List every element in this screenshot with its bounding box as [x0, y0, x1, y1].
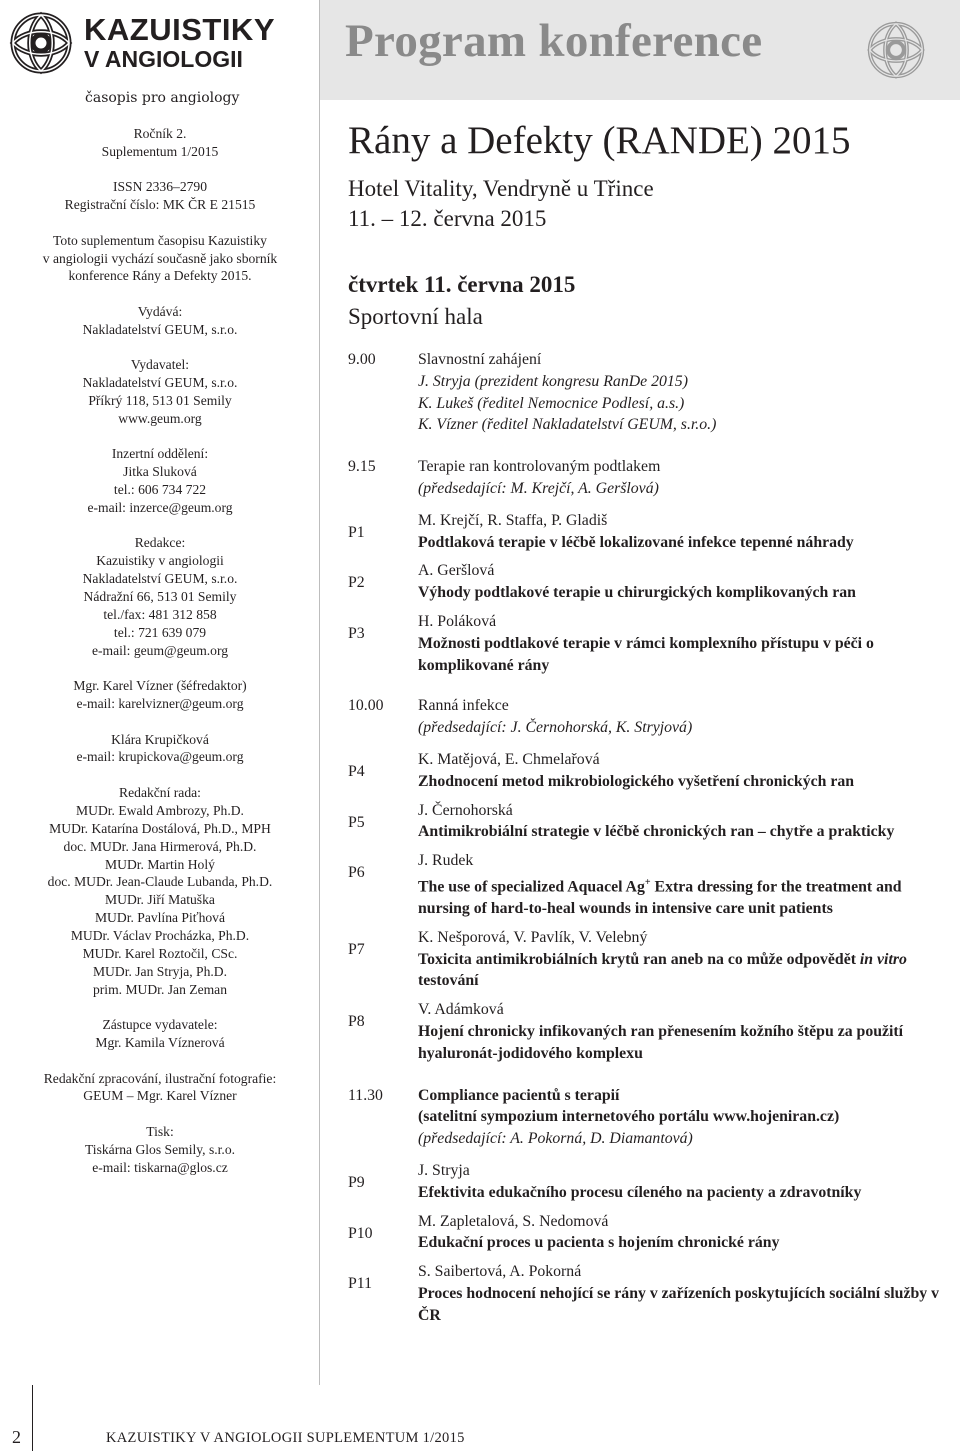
website-link[interactable]: www.geum.org [118, 410, 202, 426]
email-link[interactable]: e-mail: geum@geum.org [91, 642, 229, 658]
board-member: MUDr. Katarína Dostálová, Ph.D., MPH [49, 820, 271, 836]
paper-title: Možnosti podtlakové terapie v rámci komplexního přístupu v péči o komplikované rány [418, 634, 874, 674]
imprint-line: v angiologii vychází současně jako sborník [42, 250, 278, 266]
imprint-line: Mgr. Kamila Víznerová [95, 1035, 225, 1051]
journal-logo [6, 8, 306, 78]
board-member: MUDr. Václav Procházka, Ph.D. [70, 928, 250, 944]
imprint-ids [0, 178, 320, 214]
board-member: MUDr. Karel Roztočil, CSc. [82, 946, 238, 962]
paper-authors: J. Stryja [418, 1161, 470, 1179]
paper-p6 [348, 850, 948, 920]
session-compliance [348, 1085, 948, 1150]
paper-title-emphasis: in vitro [859, 950, 907, 968]
imprint-line: Kazuistiky v angiologii [96, 553, 224, 569]
session-chair: (předsedající: A. Pokorná, D. Diamantová) [418, 1130, 693, 1148]
imprint-line: Mgr. Karel Vízner (šéfredaktor) [73, 678, 247, 694]
board-member: MUDr. Martin Holý [105, 856, 215, 872]
imprint-editorial [0, 534, 320, 659]
paper-p3 [348, 611, 948, 676]
paper-code: P10 [348, 1224, 373, 1242]
email-link[interactable]: e-mail: tiskarna@glos.cz [92, 1159, 228, 1175]
paper-authors: J. Rudek [418, 852, 474, 870]
email-link[interactable]: e-mail: krupickova@geum.org [76, 749, 244, 765]
imprint-line: Redakce: [134, 535, 186, 551]
session-title: Compliance pacientů s terapií [418, 1086, 620, 1104]
imprint-assistant [0, 731, 320, 767]
celtic-knot-icon [6, 8, 76, 78]
paper-title-superscript: + [644, 876, 651, 888]
imprint-line: Suplementum 1/2015 [101, 143, 219, 159]
paper-title-part: The use of specialized Aquacel Ag [418, 878, 645, 896]
imprint-line: Toto suplementum časopisu Kazuistiky [53, 232, 267, 248]
board-member: MUDr. Jan Stryja, Ph.D. [92, 963, 228, 979]
paper-p10 [348, 1211, 948, 1255]
board-member: MUDr. Pavlína Piťhová [94, 910, 226, 926]
board-member: doc. MUDr. Jean-Claude Lubanda, Ph.D. [47, 874, 273, 890]
imprint-board [0, 784, 320, 999]
journal-title-line1: KAZUISTIKY [84, 12, 275, 47]
paper-title: Antimikrobiální strategie v léčbě chronických ran – chytře a prakticky [418, 823, 895, 841]
paper-code: P6 [348, 864, 365, 882]
session-time: 10.00 [348, 697, 384, 715]
conference-dates: 11. – 12. června 2015 [348, 206, 547, 231]
program-day: čtvrtek 11. června 2015 [348, 272, 576, 297]
session-opening [348, 349, 948, 436]
paper-code: P7 [348, 940, 365, 958]
session-time: 9.00 [348, 351, 376, 368]
paper-p9 [348, 1160, 948, 1204]
celtic-knot-icon [862, 16, 930, 84]
paper-authors: A. Geršlová [418, 562, 495, 580]
conference-venue: Hotel Vitality, Vendryně u Třince [348, 176, 654, 201]
board-member: prim. MUDr. Jan Zeman [92, 981, 228, 997]
footer-text: KAZUISTIKY V ANGIOLOGII SUPLEMENTUM 1/2015 [106, 1430, 465, 1446]
paper-p2 [348, 560, 948, 604]
paper-title [418, 872, 948, 920]
board-member: MUDr. Ewald Ambrozy, Ph.D. [76, 802, 244, 818]
paper-title-part: Toxicita antimikrobiálních krytů ran aneb na co může odpovědět [418, 950, 860, 968]
imprint [0, 125, 320, 1194]
session-chair: (předsedající: M. Krejčí, A. Geršlová) [418, 479, 659, 497]
program-schedule [348, 349, 948, 1327]
paper-p7 [348, 927, 948, 992]
paper-title: Proces hodnocení nehojící se rány v zařízeních poskytujících sociální služby v ČR [418, 1284, 940, 1324]
paper-code: P4 [348, 762, 365, 780]
email-link[interactable]: e-mail: inzerce@geum.org [87, 500, 233, 515]
paper-title: Edukační proces u pacienta s hojením chronické rány [418, 1234, 780, 1252]
paper-title-part: Extra dressing for the treatment and nursing of hard-to-heal wounds in intensive care unit patients [418, 878, 902, 917]
conference-header [348, 118, 851, 234]
paper-authors: M. Krejčí, R. Staffa, P. Gladiš [418, 511, 608, 529]
paper-code: P5 [348, 813, 365, 831]
board-member: doc. MUDr. Jana Hirmerová, Ph.D. [63, 838, 257, 854]
paper-title: Efektivita edukačního procesu cíleného na pacienty a zdravotníky [418, 1183, 862, 1201]
session-npwt [348, 456, 948, 500]
imprint-deputy [0, 1016, 320, 1052]
email-link[interactable]: e-mail: karelvizner@geum.org [76, 696, 244, 712]
footer-divider [32, 1385, 33, 1451]
session-speaker: J. Stryja (prezident kongresu RanDe 2015) [418, 372, 688, 390]
imprint-line: Redakční rada: [119, 784, 201, 800]
paper-authors: H. Poláková [418, 612, 497, 630]
page-number: 2 [12, 1427, 21, 1447]
imprint-line: tel.: 721 639 079 [113, 624, 207, 640]
session-title: Ranná infekce [418, 697, 509, 715]
session-chair: (předsedající: J. Černohorská, K. Stryjová) [418, 719, 693, 737]
paper-code: P3 [348, 624, 365, 642]
imprint-line: Ročník 2. [133, 126, 187, 141]
journal-title-line2: V ANGIOLOGII [84, 46, 243, 72]
imprint-print [0, 1123, 320, 1177]
program-hall: Sportovní hala [348, 304, 483, 329]
imprint-line: Nakladatelství GEUM, s.r.o. [82, 375, 238, 391]
paper-authors: S. Saibertová, A. Pokorná [418, 1263, 582, 1281]
session-title: Slavnostní zahájení [418, 351, 542, 368]
paper-code: P11 [348, 1275, 372, 1293]
paper-title-part: testování [418, 972, 479, 990]
imprint-line: Tiskárna Glos Semily, s.r.o. [84, 1141, 236, 1157]
imprint-line: Registrační číslo: MK ČR E 21515 [64, 197, 256, 213]
paper-authors: M. Zapletalová, S. Nedomová [418, 1212, 609, 1230]
imprint-line: Jitka Sluková [123, 464, 197, 480]
imprint-line: GEUM – Mgr. Karel Vízner [83, 1088, 237, 1104]
imprint-line: Tisk: [146, 1123, 174, 1139]
paper-p11 [348, 1261, 948, 1326]
session-speaker: K. Vízner (ředitel Nakladatelství GEUM, s.r.o.) [418, 416, 717, 434]
imprint-line: Nádražní 66, 513 01 Semily [83, 589, 237, 605]
session-subtitle: (satelitní sympozium internetového portálu www.hojeniran.cz) [418, 1108, 840, 1126]
imprint-note [0, 232, 320, 286]
session-time: 9.15 [348, 458, 376, 476]
session-time: 11.30 [348, 1086, 383, 1104]
paper-code: P2 [348, 574, 365, 592]
paper-title: Výhody podtlakové terapie u chirurgických komplikovaných ran [418, 584, 856, 602]
board-member: MUDr. Jiří Matuška [105, 892, 215, 908]
paper-title: Podtlaková terapie v léčbě lokalizované infekce tepenné náhrady [418, 533, 854, 551]
imprint-line: tel./fax: 481 312 858 [103, 607, 217, 623]
imprint-line: Klára Krupičková [111, 731, 209, 747]
paper-authors: K. Nešporová, V. Pavlík, V. Velebný [418, 928, 648, 946]
imprint-line: Příkrý 118, 513 01 Semily [88, 392, 232, 408]
paper-p5 [348, 800, 948, 844]
session-title: Terapie ran kontrolovaným podtlakem [418, 458, 661, 476]
imprint-line: Inzertní oddělení: [111, 446, 209, 462]
paper-p4 [348, 749, 948, 793]
imprint-chief-editor [0, 677, 320, 713]
program-banner [320, 0, 960, 100]
imprint-column [0, 0, 320, 1385]
imprint-line: Zástupce vydavatele: [102, 1017, 218, 1033]
imprint-line: Nakladatelství GEUM, s.r.o. [82, 571, 238, 587]
imprint-line: Vydává: [137, 303, 183, 319]
imprint-processing [0, 1070, 320, 1106]
imprint-publisher [0, 303, 320, 339]
session-speaker: K. Lukeš (ředitel Nemocnice Podlesí, a.s.) [418, 394, 685, 412]
paper-title: Zhodnocení metod mikrobiologického vyšetření chronických ran [418, 772, 855, 790]
paper-authors: V. Adámková [418, 1001, 504, 1019]
paper-p8 [348, 999, 948, 1064]
page-footer [0, 1385, 960, 1451]
paper-authors: K. Matějová, E. Chmelařová [418, 750, 600, 768]
paper-title [418, 949, 948, 993]
imprint-line: Vydavatel: [130, 357, 190, 373]
journal-title [84, 14, 275, 71]
paper-authors: J. Černohorská [418, 801, 513, 819]
imprint-line: ISSN 2336–2790 [112, 179, 208, 195]
paper-code: P9 [348, 1173, 365, 1191]
imprint-issuer [0, 356, 320, 428]
imprint-line: Nakladatelství GEUM, s.r.o. [82, 321, 238, 337]
imprint-line: tel.: 606 734 722 [113, 482, 207, 498]
paper-p1 [348, 510, 948, 554]
paper-code: P1 [348, 523, 365, 541]
paper-title: Hojení chronicky infikovaných ran přenesením kožního štěpu za použití hyaluronát-jodidového komplexu [418, 1022, 904, 1062]
imprint-line: Redakční zpracování, ilustrační fotografie: [43, 1070, 277, 1086]
imprint-volume [0, 125, 320, 161]
journal-subtitle: časopis pro angiology [85, 90, 240, 106]
session-infection [348, 695, 948, 739]
conference-title: Rány a Defekty (RANDE) 2015 [348, 119, 851, 162]
imprint-line: konference Rány a Defekty 2015. [68, 268, 252, 284]
imprint-ads [0, 445, 320, 517]
banner-title: Program konference [345, 15, 763, 67]
paper-code: P8 [348, 1013, 365, 1031]
